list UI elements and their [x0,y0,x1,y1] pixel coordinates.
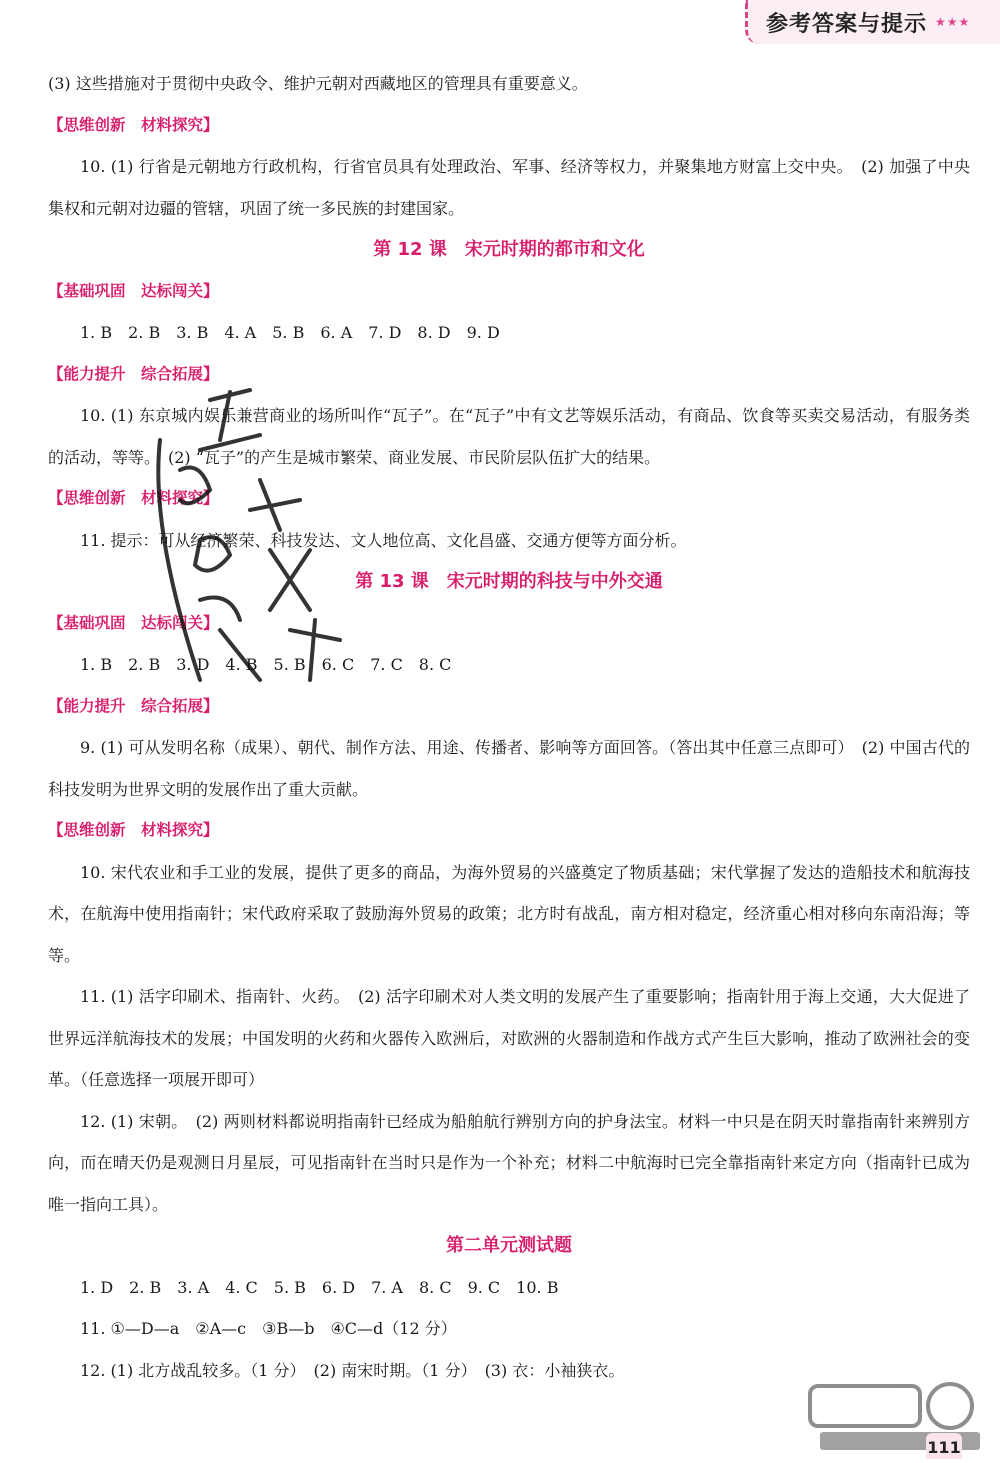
answer-line: 11. ①—D—a ②A—c ③B—b ④C—d（12 分） [80,1319,457,1338]
answer-line: 11. 提示：可从经济繁荣、科技发达、文人地位高、文化昌盛、交通方便等方面分析。 [80,530,687,550]
answer-content [48,63,970,1391]
answer-paragraph: 10. 宋代农业和手工业的发展，提供了更多的商品，为海外贸易的兴盛奠定了物质基础；宋代掌握了发达的造船技术和航海技术，在航海中使用指南针；宋代政府采取了鼓励海外贸易的政策；北方时有战乱，南方相对稳定，经济重心相对移向东南沿海；等等。 [48,862,970,965]
answer-line: 1. B 2. B 3. B 4. A 5. B 6. A 7. D 8. D 9. D [80,323,500,342]
lesson-title: 第 12 课 宋元时期的都市和文化 [373,239,645,260]
lesson-title: 第 13 课 宋元时期的科技与中外交通 [355,571,663,592]
section-tag: 【思维创新 材料探究】 [48,821,219,839]
answer-paragraph: 10. (1) 东京城内娱乐兼营商业的场所叫作“瓦子”。在“瓦子”中有文艺等娱乐活动，有商品、饮食等买卖交易活动，有服务类的活动，等等。 (2) “瓦子”的产生是城市繁荣、商业发展、市民阶层队伍扩大的结果。 [48,406,970,467]
answer-line: (3) 这些措施对于贯彻中央政令、维护元朝对西藏地区的管理具有重要意义。 [48,74,588,93]
answer-line: 1. D 2. B 3. A 4. C 5. B 6. D 7. A 8. C 9. C 10. B [80,1277,559,1297]
section-tag: 【基础巩固 达标闯关】 [48,281,219,300]
answer-paragraph: 10. (1) 行省是元朝地方行政机构，行省官员具有处理政治、军事、经济等权力，并聚集地方财富上交中央。 (2) 加强了中央集权和元朝对边疆的管辖，巩固了统一多民族的封建国家。 [48,157,970,218]
section-tag: 【能力提升 综合拓展】 [48,364,219,383]
section-tag: 【思维创新 材料探究】 [48,489,219,507]
unit-test-title: 第二单元测试题 [446,1235,572,1256]
header-title: 参考答案与提示 [766,11,928,37]
answer-paragraph: 11. (1) 活字印刷术、指南针、火药。 (2) 活字印刷术对人类文明的发展产生了重要影响；指南针用于海上交通，大大促进了世界远洋航海技术的发展；中国发明的火药和火器传入欧洲后，对欧洲的火器制造和作战方式产生巨大影响，推动了欧洲社会的变革。（任意选择一项展开即可） [48,987,970,1089]
page-header [745,0,1000,44]
answer-line: 1. B 2. B 3. D 4. B 5. B 6. C 7. C 8. C [80,655,452,674]
answer-line: 12. (1) 北方战乱较多。（1 分） (2) 南宋时期。（1 分） (3) 衣：小袖狭衣。 [80,1360,625,1380]
header-stars: ★★★ [935,15,971,29]
section-tag: 【思维创新 材料探究】 [48,115,219,134]
answer-paragraph: 9. (1) 可从发明名称（成果）、朝代、制作方法、用途、传播者、影响等方面回答。（答出其中任意三点即可） (2) 中国古代的科技发明为世界文明的发展作出了重大贡献。 [48,738,970,799]
answer-paragraph: 12. (1) 宋朝。 (2) 两则材料都说明指南针已经成为船舶航行辨别方向的护身法宝。材料一中只是在阴天时靠指南针来辨别方向，而在晴天仍是观测日月星辰，可见指南针在当时只是作为一个补充；材料二中航海时已完全靠指南针来定方向（指南针已成为唯一指向工具）。 [48,1111,970,1214]
section-tag: 【基础巩固 达标闯关】 [48,613,219,632]
page-number: 111 [926,1433,962,1459]
section-tag: 【能力提升 综合拓展】 [48,696,219,715]
